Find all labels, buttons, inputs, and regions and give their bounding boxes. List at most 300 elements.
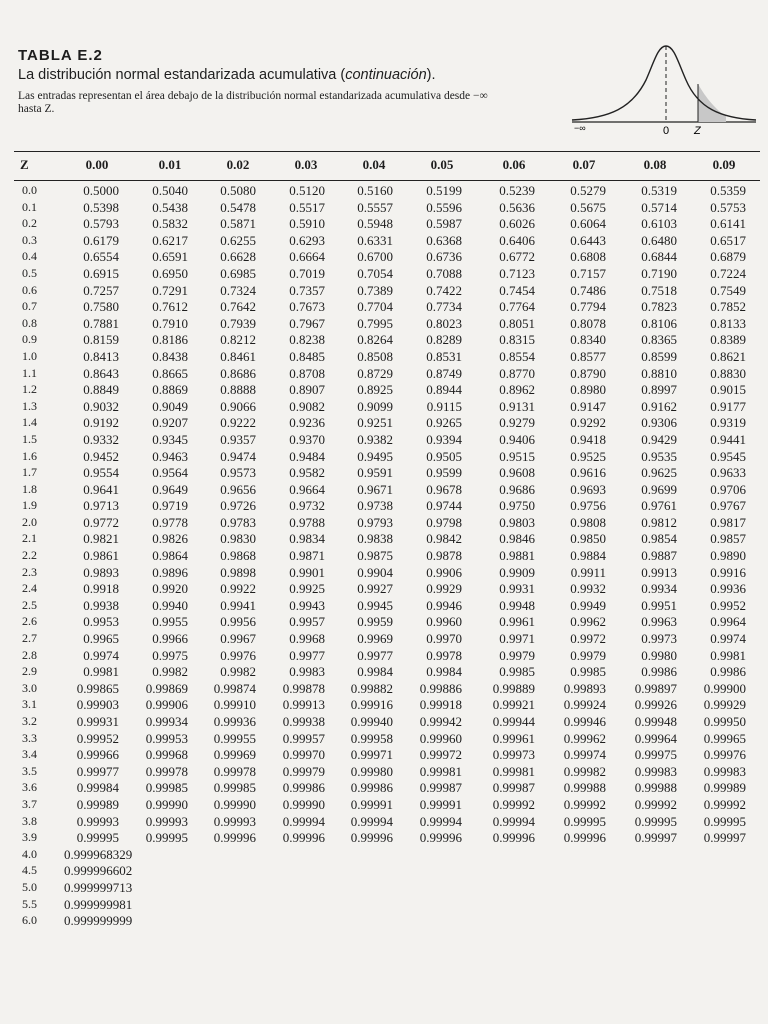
table-cell: 0.6772 bbox=[499, 249, 535, 265]
table-cell: 0.9713 bbox=[83, 498, 119, 514]
table-cell: 0.7995 bbox=[357, 315, 393, 331]
table-cell: 0.99995 bbox=[145, 830, 188, 846]
table-cell: 0.99978 bbox=[145, 763, 188, 779]
table-cell: 0.999996602 bbox=[64, 863, 133, 879]
table-cell: 0.7486 bbox=[570, 282, 606, 298]
table-cell: 0.7054 bbox=[357, 265, 393, 281]
table-row bbox=[0, 382, 768, 399]
table-cell: 0.99906 bbox=[145, 697, 188, 713]
table-cell: 0.99910 bbox=[213, 697, 256, 713]
table-cell: 0.9961 bbox=[499, 614, 535, 630]
table-cell: 0.99913 bbox=[282, 697, 325, 713]
table-cell: 0.9969 bbox=[357, 631, 393, 647]
table-cell: 0.9974 bbox=[83, 647, 119, 663]
column-header: 0.02 bbox=[226, 157, 250, 172]
table-cell: 0.7389 bbox=[357, 282, 393, 298]
table-cell: 0.8869 bbox=[152, 382, 188, 398]
column-header: 0.06 bbox=[502, 157, 526, 172]
table-cell: 0.9554 bbox=[83, 465, 119, 481]
z-value: 1.9 bbox=[22, 498, 37, 513]
table-cell: 0.9803 bbox=[499, 514, 535, 530]
table-cell: 0.7967 bbox=[289, 315, 325, 331]
table-cell: 0.99995 bbox=[563, 813, 606, 829]
table-cell: 0.99952 bbox=[76, 730, 119, 746]
table-cell: 0.5239 bbox=[499, 183, 535, 198]
table-cell: 0.5557 bbox=[357, 199, 393, 215]
table-cell: 0.9573 bbox=[220, 465, 256, 481]
z-value: 2.4 bbox=[22, 581, 37, 596]
table-cell: 0.999968329 bbox=[64, 846, 133, 862]
table-cell: 0.99985 bbox=[213, 780, 256, 796]
table-cell: 0.99997 bbox=[634, 830, 677, 846]
table-cell: 0.9904 bbox=[357, 564, 393, 580]
table-cell: 0.9896 bbox=[152, 564, 188, 580]
table-cell: 0.9664 bbox=[289, 481, 325, 497]
table-cell: 0.9032 bbox=[83, 398, 119, 414]
table-row bbox=[0, 598, 768, 615]
table-cell: 0.99994 bbox=[350, 813, 393, 829]
table-cell: 0.99975 bbox=[634, 747, 677, 763]
table-cell: 0.9970 bbox=[426, 631, 462, 647]
z-value: 0.2 bbox=[22, 216, 37, 231]
table-cell: 0.9974 bbox=[710, 631, 746, 647]
table-cell: 0.8643 bbox=[83, 365, 119, 381]
table-cell: 0.99938 bbox=[282, 714, 325, 729]
z-value: 4.5 bbox=[22, 863, 37, 878]
table-row bbox=[0, 747, 768, 764]
table-cell: 0.9965 bbox=[83, 631, 119, 647]
table-cell: 0.9884 bbox=[570, 548, 606, 564]
table-cell: 0.8888 bbox=[220, 382, 256, 398]
table-cell: 0.99865 bbox=[76, 680, 119, 696]
z-value: 0.4 bbox=[22, 249, 37, 264]
minus-infinity-label: −∞ bbox=[574, 123, 586, 133]
table-cell: 0.9925 bbox=[289, 581, 325, 597]
table-cell: 0.9932 bbox=[570, 581, 606, 597]
table-cell: 0.6736 bbox=[426, 249, 462, 265]
table-cell: 0.9616 bbox=[570, 465, 606, 481]
table-cell: 0.99886 bbox=[419, 680, 462, 696]
z-value: 3.8 bbox=[22, 813, 37, 828]
table-cell: 0.6808 bbox=[570, 249, 606, 265]
table-cell: 0.9582 bbox=[289, 465, 325, 481]
table-cell: 0.6293 bbox=[289, 232, 325, 248]
table-cell: 0.9649 bbox=[152, 481, 188, 497]
table-row bbox=[0, 515, 768, 532]
table-cell: 0.9641 bbox=[83, 481, 119, 497]
table-cell: 0.99965 bbox=[703, 730, 746, 746]
table-cell: 0.9978 bbox=[426, 647, 462, 663]
table-cell: 0.8365 bbox=[641, 332, 677, 348]
table-cell: 0.99934 bbox=[145, 714, 188, 729]
table-cell: 0.99966 bbox=[76, 747, 119, 763]
table-row bbox=[0, 216, 768, 233]
table-row bbox=[0, 581, 768, 598]
table-cell: 0.9115 bbox=[426, 398, 462, 414]
table-cell: 0.99979 bbox=[282, 763, 325, 779]
table-cell: 0.9131 bbox=[499, 398, 535, 414]
table-cell: 0.99993 bbox=[213, 813, 256, 829]
table-cell: 0.9948 bbox=[499, 597, 535, 613]
table-cell: 0.99929 bbox=[703, 697, 746, 713]
table-cell: 0.8577 bbox=[570, 348, 606, 364]
table-cell: 0.7422 bbox=[426, 282, 462, 298]
table-cell: 0.9082 bbox=[289, 398, 325, 414]
z-value: 6.0 bbox=[22, 913, 37, 928]
table-cell: 0.8485 bbox=[289, 348, 325, 364]
table-row bbox=[0, 332, 768, 349]
table-cell: 0.6950 bbox=[152, 265, 188, 281]
table-cell: 0.9906 bbox=[426, 564, 462, 580]
z-value: 2.8 bbox=[22, 647, 37, 662]
table-row bbox=[0, 399, 768, 416]
table-cell: 0.9744 bbox=[426, 498, 462, 514]
table-cell: 0.9726 bbox=[220, 498, 256, 514]
table-cell: 0.9099 bbox=[357, 398, 393, 414]
z-label: Z bbox=[694, 125, 701, 136]
column-header: 0.07 bbox=[572, 157, 596, 172]
table-cell: 0.7910 bbox=[152, 315, 188, 331]
z-value: 5.5 bbox=[22, 896, 37, 911]
table-cell: 0.9984 bbox=[426, 664, 462, 680]
z-value: 2.2 bbox=[22, 548, 37, 563]
table-cell: 0.9812 bbox=[641, 514, 677, 530]
table-cell: 0.9192 bbox=[83, 415, 119, 431]
table-cell: 0.9292 bbox=[570, 415, 606, 431]
table-cell: 0.8212 bbox=[220, 332, 256, 348]
table-cell: 0.99988 bbox=[563, 780, 606, 796]
table-row bbox=[0, 548, 768, 565]
table-cell: 0.9920 bbox=[152, 581, 188, 597]
table-cell: 0.9429 bbox=[641, 431, 677, 447]
table-cell: 0.99946 bbox=[563, 714, 606, 729]
table-cell: 0.99987 bbox=[419, 780, 462, 796]
table-cell: 0.99992 bbox=[563, 796, 606, 812]
table-cell: 0.9564 bbox=[152, 465, 188, 481]
table-cell: 0.9441 bbox=[710, 431, 746, 447]
table-cell: 0.99878 bbox=[282, 680, 325, 696]
table-cell: 0.9940 bbox=[152, 597, 188, 613]
table-cell: 0.99983 bbox=[703, 763, 746, 779]
table-cell: 0.8461 bbox=[220, 348, 256, 364]
table-cell: 0.7612 bbox=[152, 299, 188, 315]
table-cell: 0.5675 bbox=[570, 199, 606, 215]
z-value: 1.5 bbox=[22, 431, 37, 446]
table-cell: 0.9864 bbox=[152, 548, 188, 564]
table-cell: 0.9967 bbox=[220, 631, 256, 647]
table-cell: 0.9975 bbox=[152, 647, 188, 663]
table-cell: 0.99972 bbox=[419, 747, 462, 763]
table-cell: 0.9881 bbox=[499, 548, 535, 564]
table-cell: 0.9968 bbox=[289, 631, 325, 647]
header-bottom-rule bbox=[14, 180, 760, 181]
table-row bbox=[0, 283, 768, 300]
table-cell: 0.99980 bbox=[350, 763, 393, 779]
table-cell: 0.7518 bbox=[641, 282, 677, 298]
column-header: 0.08 bbox=[643, 157, 667, 172]
table-cell: 0.9966 bbox=[152, 631, 188, 647]
table-cell: 0.99994 bbox=[282, 813, 325, 829]
z-value: 1.0 bbox=[22, 348, 37, 363]
table-cell: 0.5948 bbox=[357, 216, 393, 232]
table-cell: 0.9951 bbox=[641, 597, 677, 613]
table-row bbox=[0, 183, 768, 200]
z-value: 3.6 bbox=[22, 780, 37, 795]
table-cell: 0.6628 bbox=[220, 249, 256, 265]
table-cell: 0.9842 bbox=[426, 531, 462, 547]
table-cell: 0.9979 bbox=[499, 647, 535, 663]
table-cell: 0.99942 bbox=[419, 714, 462, 729]
table-cell: 0.9370 bbox=[289, 431, 325, 447]
z-value: 0.7 bbox=[22, 299, 37, 314]
table-cell: 0.6406 bbox=[499, 232, 535, 248]
table-cell: 0.99974 bbox=[563, 747, 606, 763]
table-cell: 0.9808 bbox=[570, 514, 606, 530]
table-cell: 0.9911 bbox=[570, 564, 606, 580]
table-cell: 0.9319 bbox=[710, 415, 746, 431]
table-cell: 0.9251 bbox=[357, 415, 393, 431]
z-value: 2.6 bbox=[22, 614, 37, 629]
table-cell: 0.9977 bbox=[289, 647, 325, 663]
table-cell: 0.9945 bbox=[357, 597, 393, 613]
table-row bbox=[0, 797, 768, 814]
table-cell: 0.7123 bbox=[499, 265, 535, 281]
table-cell: 0.9973 bbox=[641, 631, 677, 647]
table-cell: 0.6985 bbox=[220, 265, 256, 281]
table-row bbox=[0, 432, 768, 449]
table-row bbox=[0, 316, 768, 333]
table-cell: 0.9964 bbox=[710, 614, 746, 630]
table-cell: 0.9394 bbox=[426, 431, 462, 447]
table-cell: 0.9015 bbox=[710, 382, 746, 398]
table-row bbox=[0, 482, 768, 499]
header-top-rule bbox=[14, 151, 760, 152]
table-cell: 0.99897 bbox=[634, 680, 677, 696]
z-value: 0.0 bbox=[22, 183, 37, 197]
table-cell: 0.9938 bbox=[83, 597, 119, 613]
z-value: 3.3 bbox=[22, 730, 37, 745]
z-value: 1.1 bbox=[22, 365, 37, 380]
table-cell: 0.99893 bbox=[563, 680, 606, 696]
table-cell: 0.5438 bbox=[152, 199, 188, 215]
subtitle-end: ). bbox=[426, 67, 436, 83]
table-cell: 0.8830 bbox=[710, 365, 746, 381]
table-cell: 0.9952 bbox=[710, 597, 746, 613]
zero-label: 0 bbox=[663, 125, 670, 136]
table-cell: 0.5359 bbox=[710, 183, 746, 198]
table-cell: 0.5398 bbox=[83, 199, 119, 215]
table-cell: 0.5517 bbox=[289, 199, 325, 215]
table-cell: 0.99991 bbox=[350, 796, 393, 812]
table-cell: 0.99995 bbox=[76, 830, 119, 846]
table-cell: 0.999999981 bbox=[64, 896, 133, 912]
table-cell: 0.5080 bbox=[220, 183, 256, 198]
table-cell: 0.9971 bbox=[499, 631, 535, 647]
table-cell: 0.7642 bbox=[220, 299, 256, 315]
table-row bbox=[0, 863, 768, 880]
table-row bbox=[0, 664, 768, 681]
table-cell: 0.99981 bbox=[492, 763, 535, 779]
table-cell: 0.9893 bbox=[83, 564, 119, 580]
table-cell: 0.99918 bbox=[419, 697, 462, 713]
table-row bbox=[0, 465, 768, 482]
table-cell: 0.9960 bbox=[426, 614, 462, 630]
table-cell: 0.9418 bbox=[570, 431, 606, 447]
table-row bbox=[0, 200, 768, 217]
table-cell: 0.5871 bbox=[220, 216, 256, 232]
table-cell: 0.9941 bbox=[220, 597, 256, 613]
table-cell: 0.8997 bbox=[641, 382, 677, 398]
table-cell: 0.7157 bbox=[570, 265, 606, 281]
z-value: 2.1 bbox=[22, 531, 37, 546]
table-cell: 0.99950 bbox=[703, 714, 746, 729]
table-cell: 0.99978 bbox=[213, 763, 256, 779]
table-cell: 0.9922 bbox=[220, 581, 256, 597]
table-cell: 0.7088 bbox=[426, 265, 462, 281]
z-value: 2.0 bbox=[22, 514, 37, 529]
table-cell: 0.9599 bbox=[426, 465, 462, 481]
table-cell: 0.9817 bbox=[710, 514, 746, 530]
table-cell: 0.9515 bbox=[499, 448, 535, 464]
table-cell: 0.9147 bbox=[570, 398, 606, 414]
table-row bbox=[0, 731, 768, 748]
table-row bbox=[0, 415, 768, 432]
table-cell: 0.99968 bbox=[145, 747, 188, 763]
table-cell: 0.9984 bbox=[357, 664, 393, 680]
table-cell: 0.99960 bbox=[419, 730, 462, 746]
table-cell: 0.9788 bbox=[289, 514, 325, 530]
table-row bbox=[0, 498, 768, 515]
normal-curve-figure bbox=[570, 36, 760, 136]
table-cell: 0.5793 bbox=[83, 216, 119, 232]
table-cell: 0.99977 bbox=[76, 763, 119, 779]
table-cell: 0.7190 bbox=[641, 265, 677, 281]
table-cell: 0.99984 bbox=[76, 780, 119, 796]
table-cell: 0.7794 bbox=[570, 299, 606, 315]
table-cell: 0.9946 bbox=[426, 597, 462, 613]
table-cell: 0.9406 bbox=[499, 431, 535, 447]
z-value: 2.7 bbox=[22, 631, 37, 646]
table-cell: 0.5832 bbox=[152, 216, 188, 232]
table-cell: 0.9495 bbox=[357, 448, 393, 464]
table-cell: 0.8438 bbox=[152, 348, 188, 364]
z-column-header: Z bbox=[20, 157, 29, 172]
table-cell: 0.7852 bbox=[710, 299, 746, 315]
table-cell: 0.9913 bbox=[641, 564, 677, 580]
table-cell: 0.5636 bbox=[499, 199, 535, 215]
z-value: 5.0 bbox=[22, 879, 37, 894]
table-cell: 0.8621 bbox=[710, 348, 746, 364]
z-value: 1.2 bbox=[22, 382, 37, 397]
table-cell: 0.99948 bbox=[634, 714, 677, 729]
table-cell: 0.9834 bbox=[289, 531, 325, 547]
table-cell: 0.9671 bbox=[357, 481, 393, 497]
table-cell: 0.99958 bbox=[350, 730, 393, 746]
table-cell: 0.9878 bbox=[426, 548, 462, 564]
table-cell: 0.6026 bbox=[499, 216, 535, 232]
table-row bbox=[0, 681, 768, 698]
table-cell: 0.8907 bbox=[289, 382, 325, 398]
table-cell: 0.6915 bbox=[83, 265, 119, 281]
table-cell: 0.99983 bbox=[634, 763, 677, 779]
table-cell: 0.9943 bbox=[289, 597, 325, 613]
table-cell: 0.5120 bbox=[289, 183, 325, 198]
table-cell: 0.5000 bbox=[83, 183, 119, 198]
table-cell: 0.8925 bbox=[357, 382, 393, 398]
table-row bbox=[0, 830, 768, 847]
table-cell: 0.9980 bbox=[641, 647, 677, 663]
table-cell: 0.6664 bbox=[289, 249, 325, 265]
table-cell: 0.999999999 bbox=[64, 913, 133, 929]
table-row bbox=[0, 565, 768, 582]
table-cell: 0.8264 bbox=[357, 332, 393, 348]
table-cell: 0.99889 bbox=[492, 680, 535, 696]
table-cell: 0.7704 bbox=[357, 299, 393, 315]
z-value: 1.3 bbox=[22, 398, 37, 413]
z-value: 0.1 bbox=[22, 199, 37, 214]
table-cell: 0.6554 bbox=[83, 249, 119, 265]
table-cell: 0.9846 bbox=[499, 531, 535, 547]
table-cell: 0.99916 bbox=[350, 697, 393, 713]
table-cell: 0.99953 bbox=[145, 730, 188, 746]
table-cell: 0.6480 bbox=[641, 232, 677, 248]
table-cell: 0.99921 bbox=[492, 697, 535, 713]
z-value: 0.5 bbox=[22, 265, 37, 280]
table-cell: 0.7019 bbox=[289, 265, 325, 281]
table-cell: 0.5987 bbox=[426, 216, 462, 232]
table-cell: 0.8980 bbox=[570, 382, 606, 398]
table-cell: 0.7580 bbox=[83, 299, 119, 315]
table-cell: 0.9956 bbox=[220, 614, 256, 630]
table-cell: 0.7357 bbox=[289, 282, 325, 298]
table-cell: 0.99924 bbox=[563, 697, 606, 713]
table-cell: 0.99987 bbox=[492, 780, 535, 796]
table-cell: 0.99991 bbox=[419, 796, 462, 812]
table-cell: 0.8413 bbox=[83, 348, 119, 364]
table-cell: 0.99874 bbox=[213, 680, 256, 696]
table-cell: 0.8389 bbox=[710, 332, 746, 348]
table-cell: 0.8023 bbox=[426, 315, 462, 331]
table-cell: 0.9049 bbox=[152, 398, 188, 414]
z-value: 3.1 bbox=[22, 697, 37, 712]
table-cell: 0.9772 bbox=[83, 514, 119, 530]
table-cell: 0.9783 bbox=[220, 514, 256, 530]
table-cell: 0.9850 bbox=[570, 531, 606, 547]
table-cell: 0.99989 bbox=[76, 796, 119, 812]
table-cell: 0.9821 bbox=[83, 531, 119, 547]
table-cell: 0.99996 bbox=[282, 830, 325, 846]
table-cell: 0.9162 bbox=[641, 398, 677, 414]
table-row bbox=[0, 366, 768, 383]
table-cell: 0.6331 bbox=[357, 232, 393, 248]
table-cell: 0.99986 bbox=[282, 780, 325, 796]
z-value: 3.9 bbox=[22, 830, 37, 845]
table-cell: 0.9931 bbox=[499, 581, 535, 597]
table-row bbox=[0, 299, 768, 316]
table-cell: 0.7549 bbox=[710, 282, 746, 298]
table-row bbox=[0, 847, 768, 864]
table-cell: 0.6879 bbox=[710, 249, 746, 265]
table-cell: 0.9767 bbox=[710, 498, 746, 514]
table-cell: 0.9890 bbox=[710, 548, 746, 564]
table-cell: 0.99936 bbox=[213, 714, 256, 729]
table-cell: 0.8106 bbox=[641, 315, 677, 331]
table-cell: 0.99982 bbox=[563, 763, 606, 779]
table-row bbox=[0, 897, 768, 914]
table-cell: 0.8944 bbox=[426, 382, 462, 398]
table-description: Las entradas representan el área debajo de la distribución normal estandarizada acumulativa desde −∞ hasta Z. bbox=[18, 90, 488, 115]
table-cell: 0.99976 bbox=[703, 747, 746, 763]
